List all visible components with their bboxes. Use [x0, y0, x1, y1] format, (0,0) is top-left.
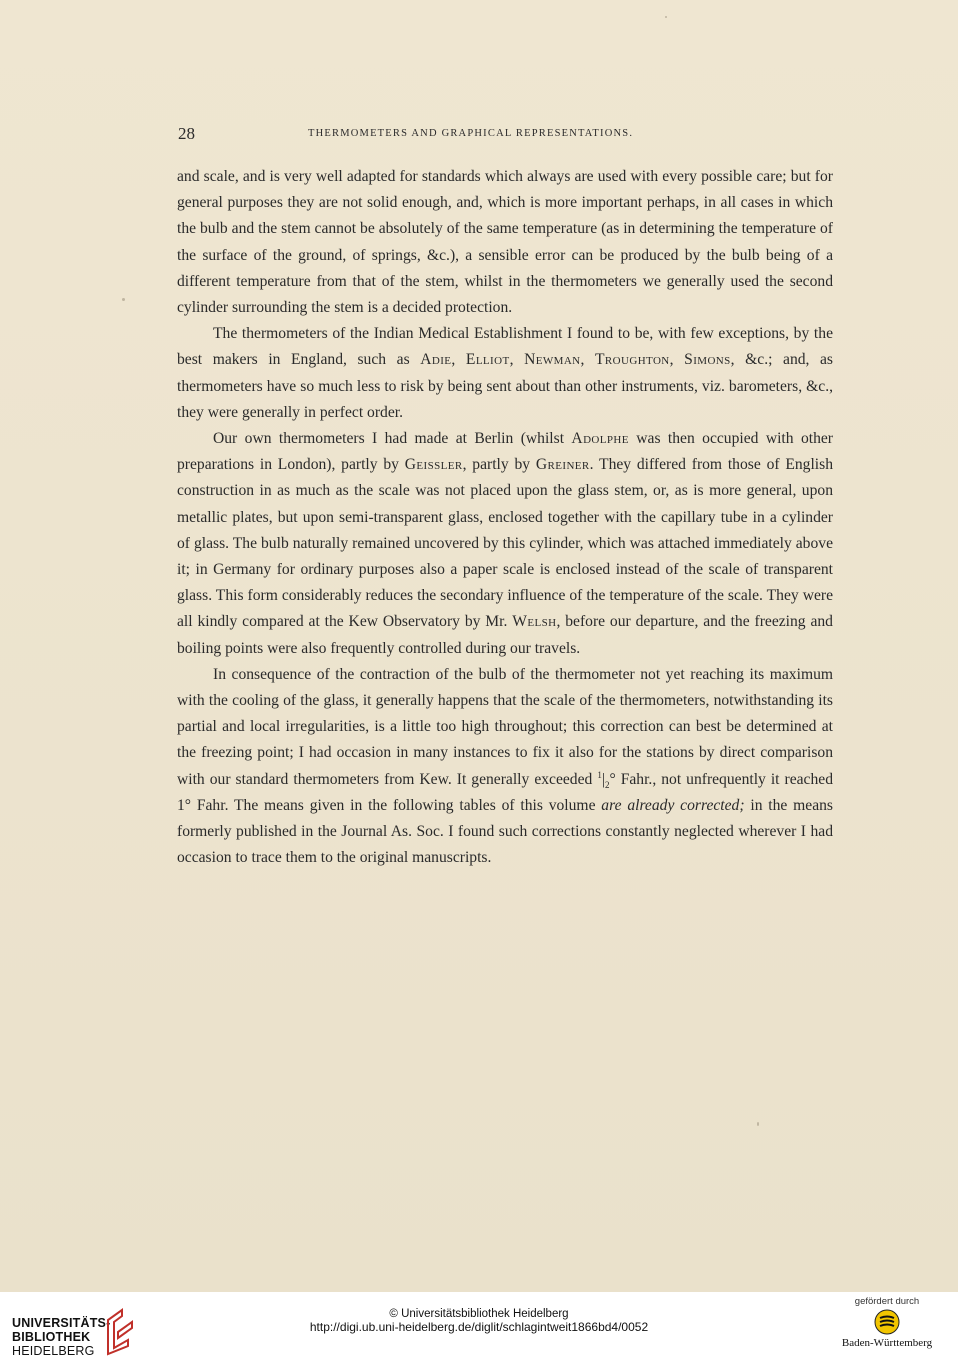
paragraph-2 [177, 321, 833, 426]
maker-name: Simons [684, 351, 731, 369]
separator: , [580, 351, 595, 369]
paragraph-3 [177, 426, 833, 662]
fraction-denominator: 2 [604, 779, 610, 790]
maker-name: Geissler [404, 456, 463, 474]
body-text [177, 164, 833, 871]
paragraph-text: . They differed from those of English construction in as much as the scale was not placed upon the glass stem, or, as is more general, upon metallic plates, but upon semi-transparent glass, enclosed together with the capillary tube in a cylinder of glass. The bulb naturally remained uncovered by this cylinder, which was attached immediately above it; in Germany for ordinary purposes also a paper scale is enclosed instead of the scale of transparent glass. This form considerably reduces the secondary influence of the temperature of the scale. They were all kindly compared at the Kew Observatory by Mr. [177, 456, 833, 631]
page-header [178, 124, 834, 148]
paragraph-text: Our own thermometers I had made at Berlin (whilst [213, 430, 572, 448]
paragraph-text: , partly by [462, 456, 536, 474]
paragraph-text: , before our departure, and the freezing and boiling points were also frequently controlled during our travels. [177, 613, 833, 657]
maker-name: Elliot [465, 351, 510, 369]
digitization-footer [0, 1292, 958, 1361]
paper-speck [757, 1122, 759, 1126]
paragraph-1 [177, 164, 833, 321]
person-name: Adolphe [571, 430, 629, 448]
paragraph-text: , &c.; and, as thermometers have so much less to risk by being sent about than other instruments, viz. barometers, &c., they were generally in perfect order. [177, 351, 834, 421]
sponsor-label: gefördert durch [854, 1296, 920, 1307]
paragraph-4 [177, 662, 833, 872]
paper-speck [665, 16, 667, 18]
copyright-block [0, 1302, 958, 1334]
paragraph-text: ° Fahr., not unfrequently it reached 1° Fahr. The means given in the following tables of this volume [177, 770, 833, 814]
paragraph-text: in the means formerly published in the Journal As. Soc. I found such corrections constantly neglected wherever I had occasion to trace them to the original manuscripts. [177, 796, 833, 867]
library-name-line1: UNIVERSITÄTS- [12, 1316, 111, 1330]
library-name-line2: BIBLIOTHEK [12, 1330, 91, 1344]
copyright-text: © Universitätsbibliothek Heidelberg [389, 1308, 569, 1320]
state-emblem-icon [874, 1309, 900, 1335]
maker-name: Greiner [535, 456, 590, 474]
fraction-numerator: 1 [597, 769, 602, 780]
paragraph-text: The thermometers of the Indian Medical Establishment I found to be, with few exceptions, by the best makers in England, such as [177, 325, 833, 369]
permalink-url[interactable]: http://digi.ub.uni-heidelberg.de/diglit/schlagintweit1866bd4/0052 [309, 1320, 649, 1334]
separator: , [669, 351, 685, 369]
paragraph-text: In consequence of the contraction of the bulb of the thermometer not yet reaching its maximum with the cooling of the glass, it generally happens that the scale of the thermometers, notwithstanding its partial and local irregularities, is a little too high throughout; this correction can best be determined at the freezing point; I had occasion in many instances to fix it also for the stations by direct comparison with our standard thermometers from Kew. It generally exceeded [177, 665, 833, 788]
maker-name: Newman [524, 351, 581, 369]
paragraph-text: and scale, and is very well adapted for standards which always are used with every possible care; but for general purposes they are not solid enough, and, which is more important perhaps, in all cases in which the bulb and the stem cannot be absolutely of the same temperature (as in determining the temperature of the surface of the ground, of springs, &c.), a sensible error can be produced by the bulb being of a different temperature from that of the stem, whilst in the thermometers we generally used the second cylinder surrounding the stem is a decided protection. [177, 168, 833, 317]
separator: , [509, 351, 525, 369]
emphasis-text: are already corrected; [601, 796, 745, 814]
maker-name: Troughton [595, 351, 670, 369]
separator: , [451, 351, 466, 369]
page-number: 28 [178, 124, 195, 143]
paragraph-text: was then occupied with other preparations in London), partly by [177, 430, 833, 474]
library-name-line3: HEIDELBERG [12, 1344, 95, 1358]
maker-name: Adie [420, 351, 452, 369]
sponsor-block[interactable] [832, 1296, 942, 1358]
person-name: Welsh [512, 613, 557, 631]
fraction-bar: | [601, 770, 605, 788]
paper-speck [122, 298, 125, 301]
sponsor-name: Baden-Württemberg [841, 1337, 933, 1349]
running-head: THERMOMETERS AND GRAPHICAL REPRESENTATIONS. [308, 128, 634, 139]
